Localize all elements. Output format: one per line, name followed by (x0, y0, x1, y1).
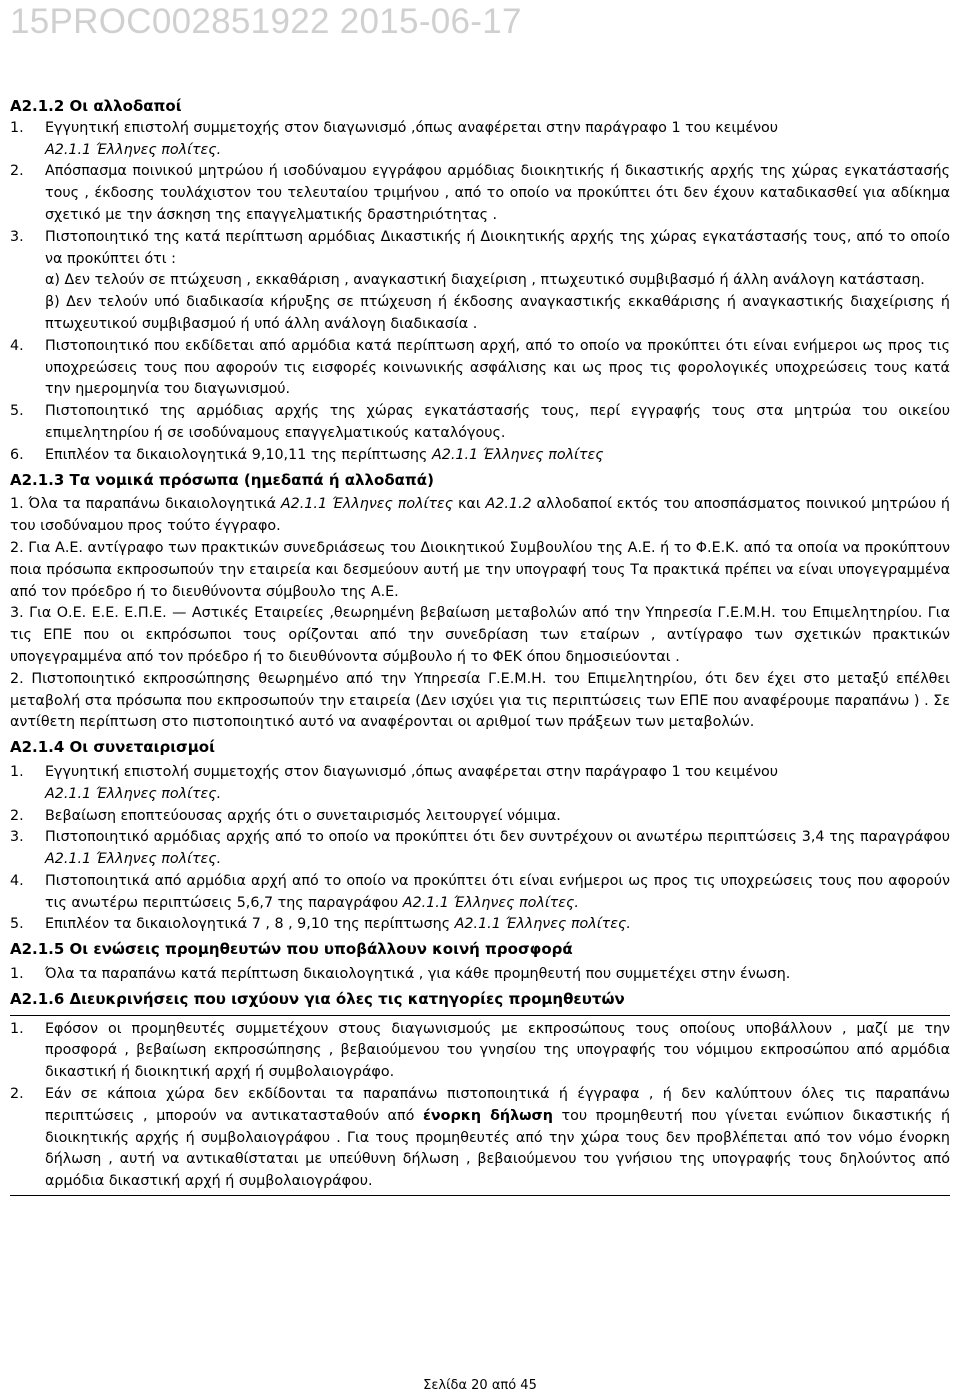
sub-item-a: α) Δεν τελούν σε πτώχευση , εκκαθάριση , αναγκαστική διαχείριση , πτωχευτικό συμβιβασμό ή άλλη ανάλογη κατάσταση. (45, 272, 925, 289)
list-item (10, 401, 950, 445)
heading-a212: Α2.1.2 Οι αλλοδαποί (10, 97, 182, 115)
heading-a214: Α2.1.4 Οι συνεταιρισμοί (10, 738, 215, 757)
page-number: Σελίδα 20 από 45 (423, 1378, 537, 1393)
document-body (10, 96, 950, 1196)
item-number: 2. (10, 163, 24, 180)
item-reference: Α2.1.1 Έλληνες πολίτες. (454, 916, 631, 933)
item-text: Πιστοποιητικά από αρμόδια αρχή από το οποίο να προκύπτει ότι είναι ενήμεροι ως προς τις υποχρεώσεις τους που αφορούν τις ανωτέρω περιπτώσεις 5,6,7 της παραγράφου (45, 872, 950, 911)
item-reference: Α2.1.1 Έλληνες πολίτες. (402, 894, 579, 911)
item-reference: Α2.1.1 Έλληνες πολίτες. (45, 141, 222, 158)
item-number: 3. (10, 228, 24, 245)
list-item (10, 871, 950, 915)
clarifications-box (10, 1015, 950, 1196)
list-item (10, 118, 950, 162)
list-item (10, 914, 950, 936)
paragraph: 2. Πιστοποιητικό εκπροσώπησης θεωρημένο από την Υπηρεσία Γ.Ε.Μ.Η. του Επιμελητηρίου, ότι δεν έχει στο μεταξύ επέλθει μεταβολή στα πρόσωπα που εκπροσωπούν την εταιρεία (Δεν ισχύει για τις περιπτώσεις των ΕΠΕ που αναφέρουμε παραπάνω ) . Σε αντίθετη περίπτωση στο πιστοποιητικό αυτό να αναφέρονται οι αριθμοί των πράξεων των μεταβολών. (10, 670, 950, 731)
item-text: Εάν σε κάποια χώρα δεν εκδίδονται τα παραπάνω πιστοποιητικά ή έγγραφα , ή δεν καλύπτουν όλες τις παραπάνω περιπτώσεις , μπορούν να αντικατασταθούν από (45, 1086, 950, 1124)
item-text: Εγγυητική επιστολή συμμετοχής στον διαγωνισμό ,όπως αναφέρεται στην παράγραφο 1 του κειμένου (45, 119, 779, 136)
item-reference: Α2.1.2 (485, 496, 532, 513)
list-item (10, 227, 950, 271)
item-reference: Α2.1.1 Έλληνες πολίτες (280, 496, 454, 513)
heading-a215: Α2.1.5 Οι ενώσεις προμηθευτών που υποβάλλουν κοινή προσφορά (10, 940, 573, 959)
list-item (10, 445, 950, 467)
item-number: 1. (10, 966, 24, 983)
item-number: 4. (10, 872, 24, 889)
list-item (10, 161, 950, 226)
item-number: 2. (10, 807, 24, 824)
paragraph: 2. Για Α.Ε. αντίγραφο των πρακτικών συνεδριάσεως του Διοικητικού Συμβουλίου της Α.Ε. ή το Φ.Ε.Κ. από τα οποία να προκύπτουν ποια πρόσωπα εκπροσωπούν την εταιρεία και δεσμεύουν αυτή με την υπογραφή τους Τα πρακτικά πρέπει να είναι υπογεγραμμένα από τον πρόεδρο ή το διευθύνοντα σύμβουλο της Α.Ε. (10, 539, 950, 600)
sub-item-b: β) Δεν τελούν υπό διαδικασία κήρυξης σε πτώχευση ή έκδοσης αναγκαστικής εκκαθάρισης ή αναγκαστικής διαχείρισης ή πτωχευτικού συμβιβασμού ή υπό άλλη ανάλογη διαδικασία . (45, 294, 950, 332)
item-reference: Α2.1.1 Έλληνες πολίτες. (45, 785, 222, 802)
item-number: 5. (10, 916, 24, 933)
item-reference: Α2.1.1 Έλληνες πολίτες. (45, 851, 222, 868)
list-item (10, 336, 950, 401)
item-number: 5. (10, 403, 24, 420)
heading-a213: Α2.1.3 Τα νομικά πρόσωπα (ημεδαπά ή αλλοδαπά) (10, 470, 434, 489)
item-text: Απόσπασμα ποινικού μητρώου ή ισοδύναμου εγγράφου αρμόδιας διοικητικής ή δικαστικής αρχής της χώρας εγκατάστασής τους , έκδοσης τουλάχιστον του τελευταίου τριμήνου , από το οποίο να προκύπτει ότι δεν έχουν καταδικασθεί για αδίκημα σχετικό με την άσκηση της επαγγελματικής δραστηριότητας . (45, 163, 950, 223)
item-number: 4. (10, 337, 24, 354)
item-number: 3. (10, 829, 24, 846)
document-id-header: 15PROC002851922 2015-06-17 (10, 2, 522, 41)
list-item (10, 762, 950, 806)
paragraph: 1. Όλα τα παραπάνω δικαιολογητικά Α2.1.1 Έλληνες πολίτες και Α2.1.2 αλλοδαποί εκτός του αποσπάσματος ποινικού μητρώου ή του ισοδύναμου προς τούτο έγγραφο. (10, 496, 950, 535)
item-text: Εγγυητική επιστολή συμμετοχής στον διαγωνισμό ,όπως αναφέρεται στην παράγραφο 1 του κειμένου (45, 763, 779, 780)
bold-term: ένορκη δήλωση (422, 1107, 553, 1124)
item-text: Πιστοποιητικό αρμόδιας αρχής από το οποίο να προκύπτει ότι δεν συντρέχουν οι ανωτέρω περιπτώσεις 3,4 της παραγράφου (45, 829, 950, 846)
item-reference: Α2.1.1 Έλληνες πολίτες (431, 446, 604, 463)
item-text: Εφόσον οι προμηθευτές συμμετέχουν στους διαγωνισμούς με εκπροσώπους τους οποίους υποβάλλουν , μαζί με την προσφορά , βεβαίωση εκπροσώπησης , βεβαιούμενου του γνησίου της υπογραφής του νόμιμου εκπροσώπου από αρμόδια δικαστική ή διοικητική αρχή ή συμβολαιογράφο. (45, 1020, 950, 1081)
paragraph: 3. Για Ο.Ε. Ε.Ε. Ε.Π.Ε. — Αστικές Εταιρείες ,θεωρημένη βεβαίωση μεταβολών από την Υπηρεσία Γ.Ε.Μ.Η. του Επιμελητηρίου. Για τις ΕΠΕ που οι εκπρόσωποι τους ορίζονται από την συνεδρίαση των εταίρων , αντίγραφο των σχετικών πρακτικών υπογεγραμμένα από τον πρόεδρο ή το διευθύνοντα σύμβουλο ή το ΦΕΚ όπου δημοσιεύονται . (10, 605, 950, 665)
item-number: 1. (10, 763, 24, 780)
item-text: Επιπλέον τα δικαιολογητικά 7 , 8 , 9,10 της περίπτωσης (45, 916, 451, 933)
item-text: του προμηθευτή που γίνεται ενώπιον δικαστικής ή διοικητικής αρχής ή συμβολαιογράφου . Για τους προμηθευτές από την χώρα τους δεν προβλέπεται από τον νόμο ένορκη δήλωση , αυτή να αντικαθίσταται με υπεύθυνη δήλωση , βεβαιούμενου του γνήσιου της υπογραφής τους δηλούντος από αρμόδια δικαστική αρχή ή συμβολαιογράφου. (45, 1107, 951, 1190)
item-number: 6. (10, 446, 24, 463)
item-text: Βεβαίωση εποπτεύουσας αρχής ότι ο συνεταιρισμός λειτουργεί νόμιμα. (45, 807, 561, 824)
list-item (10, 806, 950, 828)
item-text: Επιπλέον τα δικαιολογητικά 9,10,11 της περίπτωσης (45, 446, 428, 463)
item-number: 1. (10, 119, 24, 136)
list-item (10, 1019, 950, 1084)
list-item (10, 827, 950, 871)
item-number: 1. (10, 1020, 24, 1037)
heading-a216: Α2.1.6 Διευκρινήσεις που ισχύουν για όλες τις κατηγορίες προμηθευτών (10, 989, 625, 1008)
item-text: Πιστοποιητικό της αρμόδιας αρχής της χώρας εγκατάστασής τους, περί εγγραφής τους στα μητρώα του οικείου επιμελητηρίου ή σε ισοδύναμους επαγγελματικούς καταλόγους. (45, 403, 950, 441)
list-item (10, 964, 950, 986)
list-item (10, 1084, 950, 1193)
item-text: Πιστοποιητικό που εκδίδεται από αρμόδια κατά περίπτωση αρχή, από το οποίο να προκύπτει ότι είναι ενήμεροι ως προς τις υποχρεώσεις τους που αφορούν τις εισφορές κοινωνικής ασφάλισης και ως προς τις φορολογικές υποχρεώσεις τους κατά την ημερομηνία του διαγωνισμού. (45, 337, 950, 398)
item-number: 2. (10, 1086, 24, 1103)
item-text: Όλα τα παραπάνω κατά περίπτωση δικαιολογητικά , για κάθε προμηθευτή που συμμετέχει στην ένωση. (45, 966, 791, 983)
item-text: Πιστοποιητικό της κατά περίπτωση αρμόδιας Δικαστικής ή Διοικητικής αρχής της χώρας εγκατάστασής τους, από το οποίο να προκύπτει ότι : (45, 228, 950, 267)
